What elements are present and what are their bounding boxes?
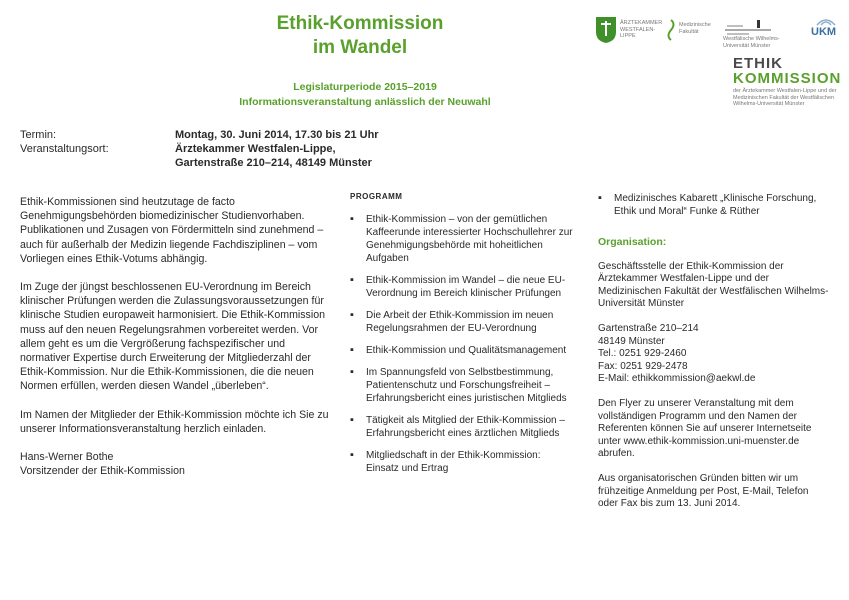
organisation-heading: Organisation:	[598, 236, 667, 248]
ethik-kommission-logo	[733, 55, 842, 118]
program-item: ▪ Ethik-Kommission im Wandel – die neue EU-Verordnung im Bereich klinischer Prüfungen	[350, 274, 575, 300]
intro-paragraph-1: Ethik-Kommissionen sind heutzutage de facto Genehmigungsbehörden biomedizinischer Studienvorhaben. Publikationen und Zusagen von Fördermitteln sind zunehmend – auch für außerhalb der Medizin liegende Fachdisziplinen – vom Vorliegen eines Ethik-Votums abhängig.	[20, 196, 324, 265]
ort-value-2: Gartenstraße 210–214, 48149 Münster	[175, 157, 372, 169]
program-item: ▪ Mitgliedschaft in der Ethik-Kommission: Einsatz und Ertrag	[350, 449, 575, 475]
ort-label: Veranstaltungsort:	[20, 143, 109, 155]
medfak-icon	[665, 18, 677, 42]
ort-value-1: Ärztekammer Westfalen-Lippe,	[175, 143, 336, 155]
logo-ek-line-1: ETHIK	[733, 55, 783, 72]
intro-paragraph-2: Im Zuge der jüngst beschlossenen EU-Verordnung im Bereich klinischer Prüfungen werden die Zulassungsvoraussetzungen für klinische Studien europaweit harmonisiert. Die Ethik-Kommission muss auf den neuen Regelungsrahmen vorbereitet werden. Vor allem geht es um die Vergrößerung fachspezifischer und normativer Expertise durch Erweiterung der Mitgliederzahl der Ethik-Kommission. Nur die Ethik-Kommissionen, die die neuen Normen erfüllen, werden diesen Wandel „überleben“.	[20, 281, 325, 393]
aekwl-shield-icon	[595, 16, 617, 44]
program-list	[350, 213, 575, 475]
program-column	[350, 192, 575, 484]
program-item: ▪ Ethik-Kommission und Qualitätsmanagement	[350, 344, 575, 357]
telephone: Tel.: 0251 929-2460	[598, 348, 687, 360]
subtitle-line-1: Legislaturperiode 2015–2019	[293, 81, 437, 93]
ukm-wave-icon	[813, 14, 839, 26]
termin-value: Montag, 30. Juni 2014, 17.30 bis 21 Uhr	[175, 129, 379, 141]
subtitle-line-2: Informationsveranstaltung anlässlich der Neuwahl	[239, 96, 491, 108]
program-item: ▪ Die Arbeit der Ethik-Kommission im neuen Regelungsrahmen der EU-Verordnung	[350, 309, 575, 335]
flyer-text: Den Flyer zu unserer Veranstaltung mit dem vollständigen Programm und den Namen der Referenten können Sie auf unserer Internetseite unter www.ethik-kommission.uni-muenster.de abrufen.	[598, 397, 812, 460]
program-extra-list	[598, 192, 830, 218]
program-heading: PROGRAMM	[350, 192, 403, 201]
program-item: ▪ Im Spannungsfeld von Selbstbestimmung, Patientenschutz und Forschungsfreiheit – Erfahrungsbericht eines juristischen Mitglieds	[350, 366, 575, 405]
logo-ek-small: der Ärztekammer Westfalen-Lippe und der Medizinischen Fakultät der Westfälischen Wilhelms-Universität Münster	[733, 88, 837, 107]
email-link[interactable]: E-Mail: ethikkommission@aekwl.de	[598, 373, 756, 385]
logo-row	[595, 14, 845, 50]
address-line-2: 48149 Münster	[598, 335, 665, 347]
page-title	[260, 12, 460, 60]
organisation-text: Geschäftsstelle der Ethik-Kommission der Ärztekammer Westfalen-Lippe und der Medizinischen Fakultät der Westfälischen Wilhelms-Universität Münster	[598, 260, 829, 310]
subtitle	[200, 80, 530, 110]
organisation-column	[598, 192, 830, 523]
program-item: ▪ Ethik-Kommission – von der gemütlichen Kaffeerunde interessierter Hochschullehrer zur Genehmigungsbehörde mit hoheitlichen Aufgaben	[350, 213, 575, 265]
termin-label	[20, 129, 160, 142]
title-line-2: im Wandel	[312, 37, 408, 58]
signature-role: Vorsitzender der Ethik-Kommission	[20, 465, 185, 478]
title-line-1: Ethik-Kommission	[276, 13, 444, 34]
signature-name: Hans-Werner Bothe	[20, 451, 114, 464]
fax: Fax: 0251 929-2478	[598, 360, 688, 372]
program-item: ▪ Tätigkeit als Mitglied der Ethik-Kommission – Erfahrungsbericht eines ärztlichen Mitglieds	[350, 414, 575, 440]
intro-paragraph-3: Im Namen der Mitglieder der Ethik-Kommission möchte ich Sie zu unserer Informationsveranstaltung herzlich einladen.	[20, 408, 329, 435]
logo-ukm-text: UKM	[811, 26, 837, 38]
address-line-1: Gartenstraße 210–214	[598, 322, 699, 334]
program-item-kabarett: ▪ Medizinisches Kabarett „Klinische Forschung, Ethik und Moral“ Funke & Rüther	[598, 192, 830, 218]
logo-aekwl-text: ÄRZTEKAMMER WESTFALEN-LIPPE	[620, 20, 663, 39]
logo-ek-line-2: KOMMISSION	[733, 70, 842, 87]
termin-label-text: Termin:	[20, 129, 57, 141]
intro-column	[20, 195, 330, 478]
registration-text: Aus organisatorischen Gründen bitten wir um frühzeitige Anmeldung per Post, E-Mail, Telefon oder Fax bis zum 13. Juni 2014.	[598, 472, 809, 510]
logo-wwu-text: Westfälische Wilhelms-Universität Münster	[723, 36, 780, 49]
logo-medfak-text: Medizinische Fakultät	[679, 22, 711, 35]
